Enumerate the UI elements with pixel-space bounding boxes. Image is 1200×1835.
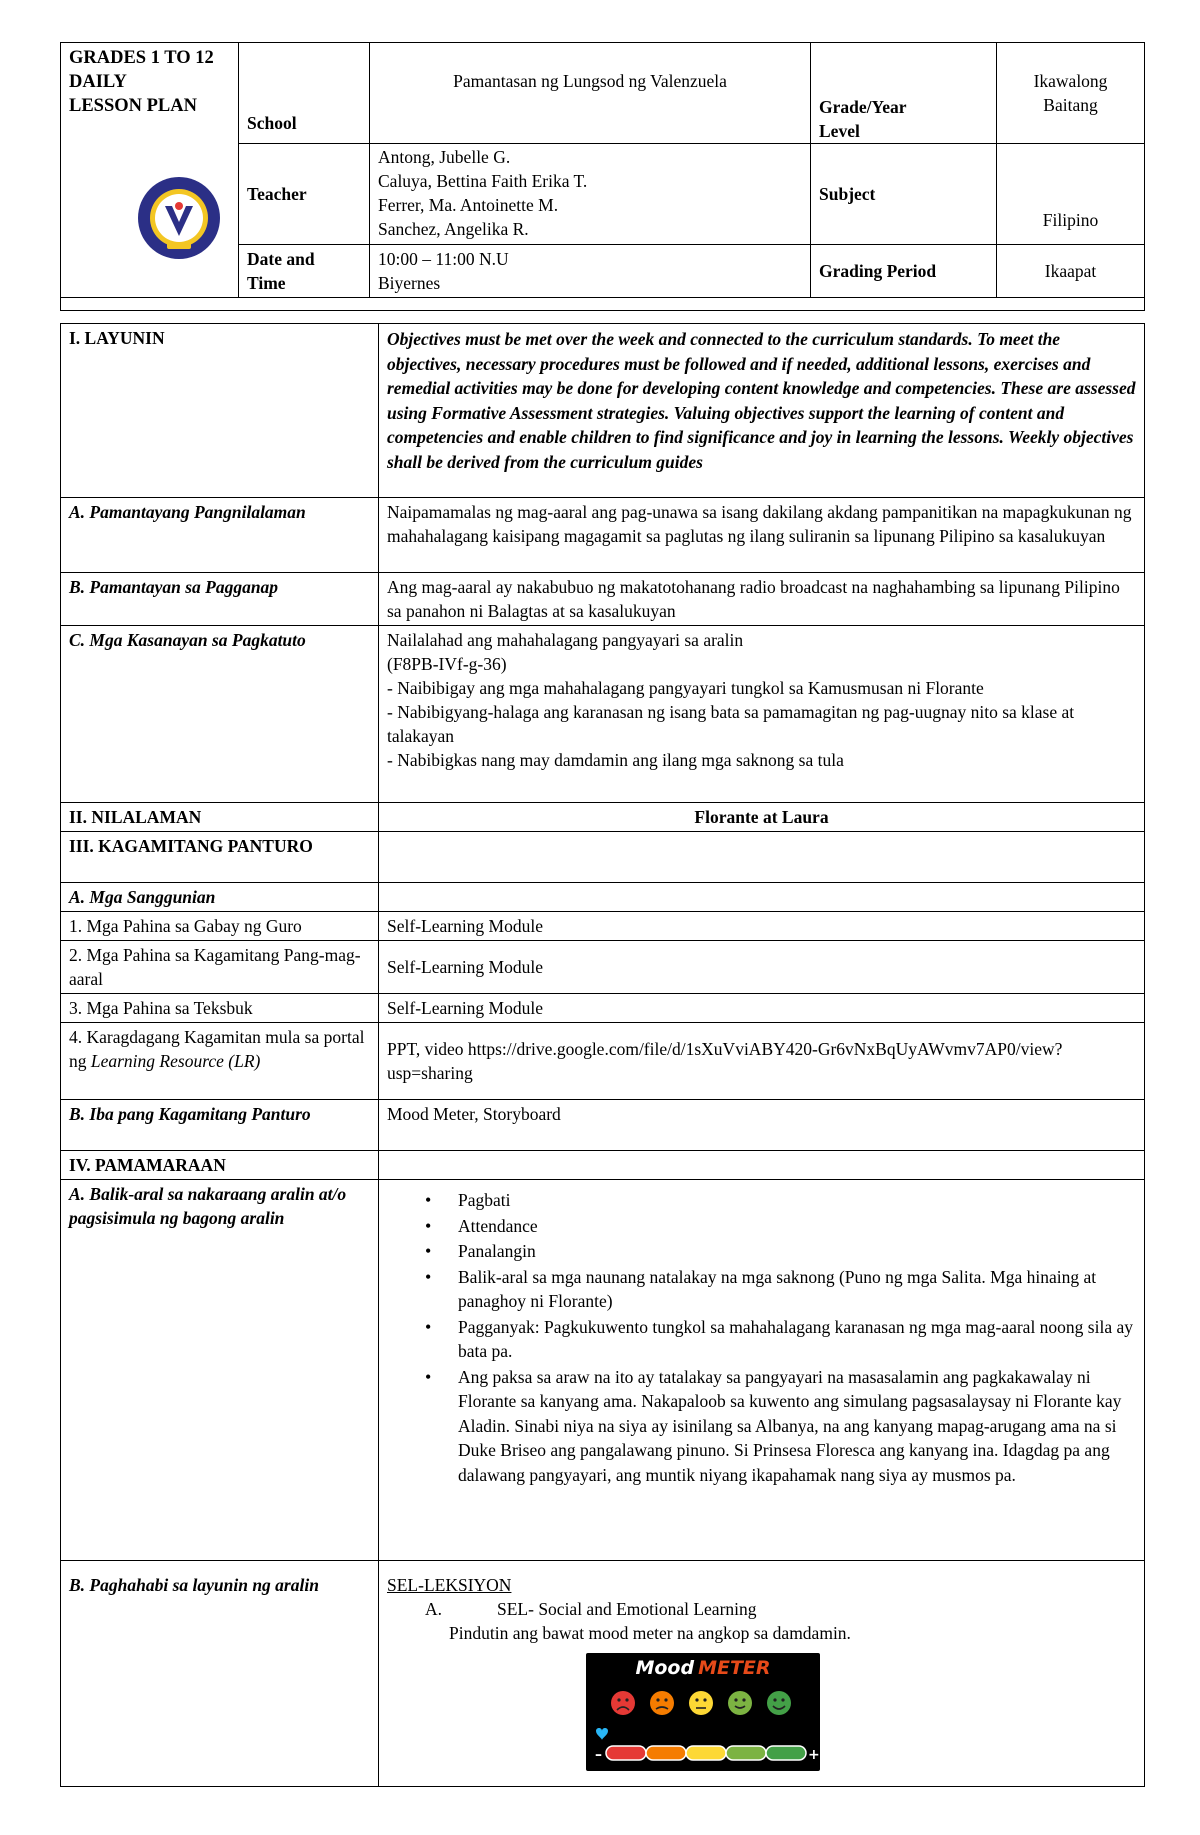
grading-period-label: Grading Period — [811, 245, 997, 298]
layunin-text: Objectives must be met over the week and connected to the curriculum standards. To meet the objectives, necessary procedures must be followed and if needed, additional lessons, exercises and remedial activities may be done for developing content knowledge and competencies. These are assessed using Formative Assessment strategies. Valuing objectives support the learning of content and competencies and enable children to find significance and joy in learning the lessons. Weekly objectives shall be derived from the curriculum guides — [379, 324, 1145, 498]
pamantayang-pangnilalaman-label: A. Pamantayang Pangnilalaman — [61, 498, 379, 573]
sel-instruction: Pindutin ang bawat mood meter na angkop sa damdamin. — [449, 1623, 851, 1643]
paghahabi-label: B. Paghahabi sa layunin ng aralin — [61, 1561, 379, 1787]
subject-value: Filipino — [997, 144, 1145, 245]
scale-minus-label: – — [595, 1747, 602, 1763]
row-iba-pang-kagamitan — [61, 1100, 1145, 1151]
header-table — [60, 42, 1145, 311]
heart-icon — [596, 1728, 608, 1740]
grade-value: Ikawalong Baitang — [997, 43, 1145, 144]
pamantayan-sa-pagganap-label: B. Pamantayan sa Pagganap — [61, 573, 379, 626]
row-sanggunian — [61, 883, 1145, 912]
row-pamantayang-pangnilalaman — [61, 498, 1145, 573]
row-nilalaman — [61, 803, 1145, 832]
kagamitang-mag-aaral-label: 2. Mga Pahina sa Kagamitang Pang-mag-aaral — [61, 941, 379, 994]
kasanayan-label: C. Mga Kasanayan sa Pagkatuto — [61, 626, 379, 803]
lesson-plan-document — [60, 42, 1144, 1787]
teacher-label: Teacher — [239, 144, 370, 245]
gabay-guro-value: Self-Learning Module — [379, 912, 1145, 941]
kasanayan-text: Nailalahad ang mahahalagang pangyayari sa aralin (F8PB-IVf-g-36) - Naibibigay ang mga mahahalagang pangyayari tungkol sa Kamusmusan ni Florante - Nabibigyang-halaga ang karanasan ng isang bata sa pamamagitan ng pag-uugnay nito sa klase at talakayan - Nabibigkas nang may damdamin ang ilang mga saknong sa tula — [379, 626, 1145, 803]
row-balik-aral — [61, 1180, 1145, 1561]
paghahabi-content — [379, 1561, 1145, 1787]
sel-item-text: SEL- Social and Emotional Learning — [497, 1599, 757, 1619]
angry-face-icon — [611, 1691, 635, 1715]
mood-meter-image — [586, 1653, 820, 1771]
teksbuk-label: 3. Mga Pahina sa Teksbuk — [61, 994, 379, 1023]
pamamaraan-value — [379, 1151, 1145, 1180]
list-item: • Pagbati — [458, 1188, 1136, 1213]
teksbuk-value: Self-Learning Module — [379, 994, 1145, 1023]
row-paghahabi — [61, 1561, 1145, 1787]
row-layunin — [61, 324, 1145, 498]
pamantayang-pangnilalaman-text: Naipamamalas ng mag-aaral ang pag-unawa sa isang dakilang akdang pampanitikan na mapagkukunan ng mahahalagang kaisipang magagamit sa paglutas ng ilang suliranin sa lipunang Pilipino sa kasalukuyan — [379, 498, 1145, 573]
list-item: • Attendance — [458, 1214, 1136, 1239]
mood-word: Mood — [635, 1657, 695, 1679]
learning-resource-label: Learning Resource (LR) — [90, 1051, 261, 1071]
header-title-cell — [61, 43, 239, 298]
mood-faces — [611, 1691, 791, 1715]
spacer-row — [61, 298, 1145, 311]
sad-face-icon — [650, 1691, 674, 1715]
list-item: • Panalangin — [458, 1239, 1136, 1264]
grade-label: Grade/Year Level — [811, 43, 997, 144]
row-karagdagang-kagamitan — [61, 1023, 1145, 1100]
kagamitang-panturo-label: III. KAGAMITANG PANTURO — [61, 832, 379, 883]
mood-meter-graphic — [586, 1653, 820, 1771]
kagamitang-panturo-value — [379, 832, 1145, 883]
neutral-face-icon — [689, 1691, 713, 1715]
row-teksbuk — [61, 994, 1145, 1023]
grading-period-value: Ikaapat — [997, 245, 1145, 298]
document-title: GRADES 1 TO 12 DAILY LESSON PLAN — [69, 48, 214, 116]
row-pamamaraan — [61, 1151, 1145, 1180]
row-pamantayan-sa-pagganap — [61, 573, 1145, 626]
iba-pang-kagamitan-label: B. Iba pang Kagamitang Panturo — [61, 1100, 379, 1151]
layunin-label: I. LAYUNIN — [61, 324, 379, 498]
balik-aral-label: A. Balik-aral sa nakaraang aralin at/o pagsisimula ng bagong aralin — [61, 1180, 379, 1561]
teacher-value: Antong, Jubelle G. Caluya, Bettina Faith Erika T. Ferrer, Ma. Antoinette M. Sanchez, Angelika R. — [370, 144, 811, 245]
list-item: • Ang paksa sa araw na ito ay tatalakay sa pangyayari na masasalamin ang pagkakawalay ni Florante sa kanyang ama. Nakapaloob sa kuwento ang simulang pagsasalaysay ni Florante kay Aladin. Sinabi niya na siya ay isinilang sa Albanya, na ang kanyang mapag-arugang ama na si Duke Briseo ang pangalawang pinuno. Si Prinsesa Floresca ang kanyang ina. Idagdag pa ang dalawang pangyayari, ang muntik niyang ikapahamak nang siya ay musmos pa. — [458, 1365, 1136, 1488]
nilalaman-value: Florante at Laura — [379, 803, 1145, 832]
iba-pang-kagamitan-value: Mood Meter, Storyboard — [379, 1100, 1145, 1151]
sanggunian-value — [379, 883, 1145, 912]
pamamaraan-label: IV. PAMAMARAAN — [61, 1151, 379, 1180]
sel-item-letter: A. — [425, 1599, 443, 1619]
mood-scale-bar — [606, 1746, 806, 1760]
university-seal-icon — [137, 176, 221, 260]
happy-face-icon — [767, 1691, 791, 1715]
row-kagamitang-mag-aaral — [61, 941, 1145, 994]
kagamitang-mag-aaral-value: Self-Learning Module — [379, 941, 1145, 994]
karagdagang-kagamitan-label — [61, 1023, 379, 1100]
date-label: Date and Time — [239, 245, 370, 298]
sanggunian-label: A. Mga Sanggunian — [61, 883, 379, 912]
lesson-table — [60, 323, 1145, 1787]
gabay-guro-label: 1. Mga Pahina sa Gabay ng Guro — [61, 912, 379, 941]
nilalaman-label: II. NILALAMAN — [61, 803, 379, 832]
balik-aral-list — [387, 1188, 1136, 1487]
scale-plus-label: + — [808, 1747, 820, 1763]
meter-word: METER — [698, 1657, 771, 1679]
row-kagamitang-panturo — [61, 832, 1145, 883]
sel-item-a — [387, 1597, 1136, 1621]
school-value: Pamantasan ng Lungsod ng Valenzuela — [370, 43, 811, 144]
karagdagang-kagamitan-value: PPT, video https://drive.google.com/file/d/1sXuVviABY420-Gr6vNxBqUyAWvmv7AP0/view?usp=sharing — [379, 1023, 1145, 1100]
subject-label: Subject — [811, 144, 997, 245]
row-gabay-guro — [61, 912, 1145, 941]
sel-heading: SEL-LEKSIYON — [387, 1575, 512, 1595]
school-label: School — [239, 43, 370, 144]
smile-face-icon — [728, 1691, 752, 1715]
list-item: • Pagganyak: Pagkukuwento tungkol sa mahahalagang karanasan ng mga mag-aaral noong sila ay bata pa. — [458, 1315, 1136, 1364]
pamantayan-sa-pagganap-text: Ang mag-aaral ay nakabubuo ng makatotohanang radio broadcast na naghahambing sa lipunang Pilipino sa panahon ni Balagtas at sa kasalukuyan — [379, 573, 1145, 626]
balik-aral-content — [379, 1180, 1145, 1561]
karagdagang-kagamitan-label-main: 4. Karagdagang Kagamitan mula sa portal ng — [69, 1027, 365, 1071]
date-value: 10:00 – 11:00 N.U Biyernes — [370, 245, 811, 298]
row-kasanayan — [61, 626, 1145, 803]
list-item: • Balik-aral sa mga naunang natalakay na mga saknong (Puno ng mga Salita. Mga hinaing at panaghoy ni Florante) — [458, 1265, 1136, 1314]
